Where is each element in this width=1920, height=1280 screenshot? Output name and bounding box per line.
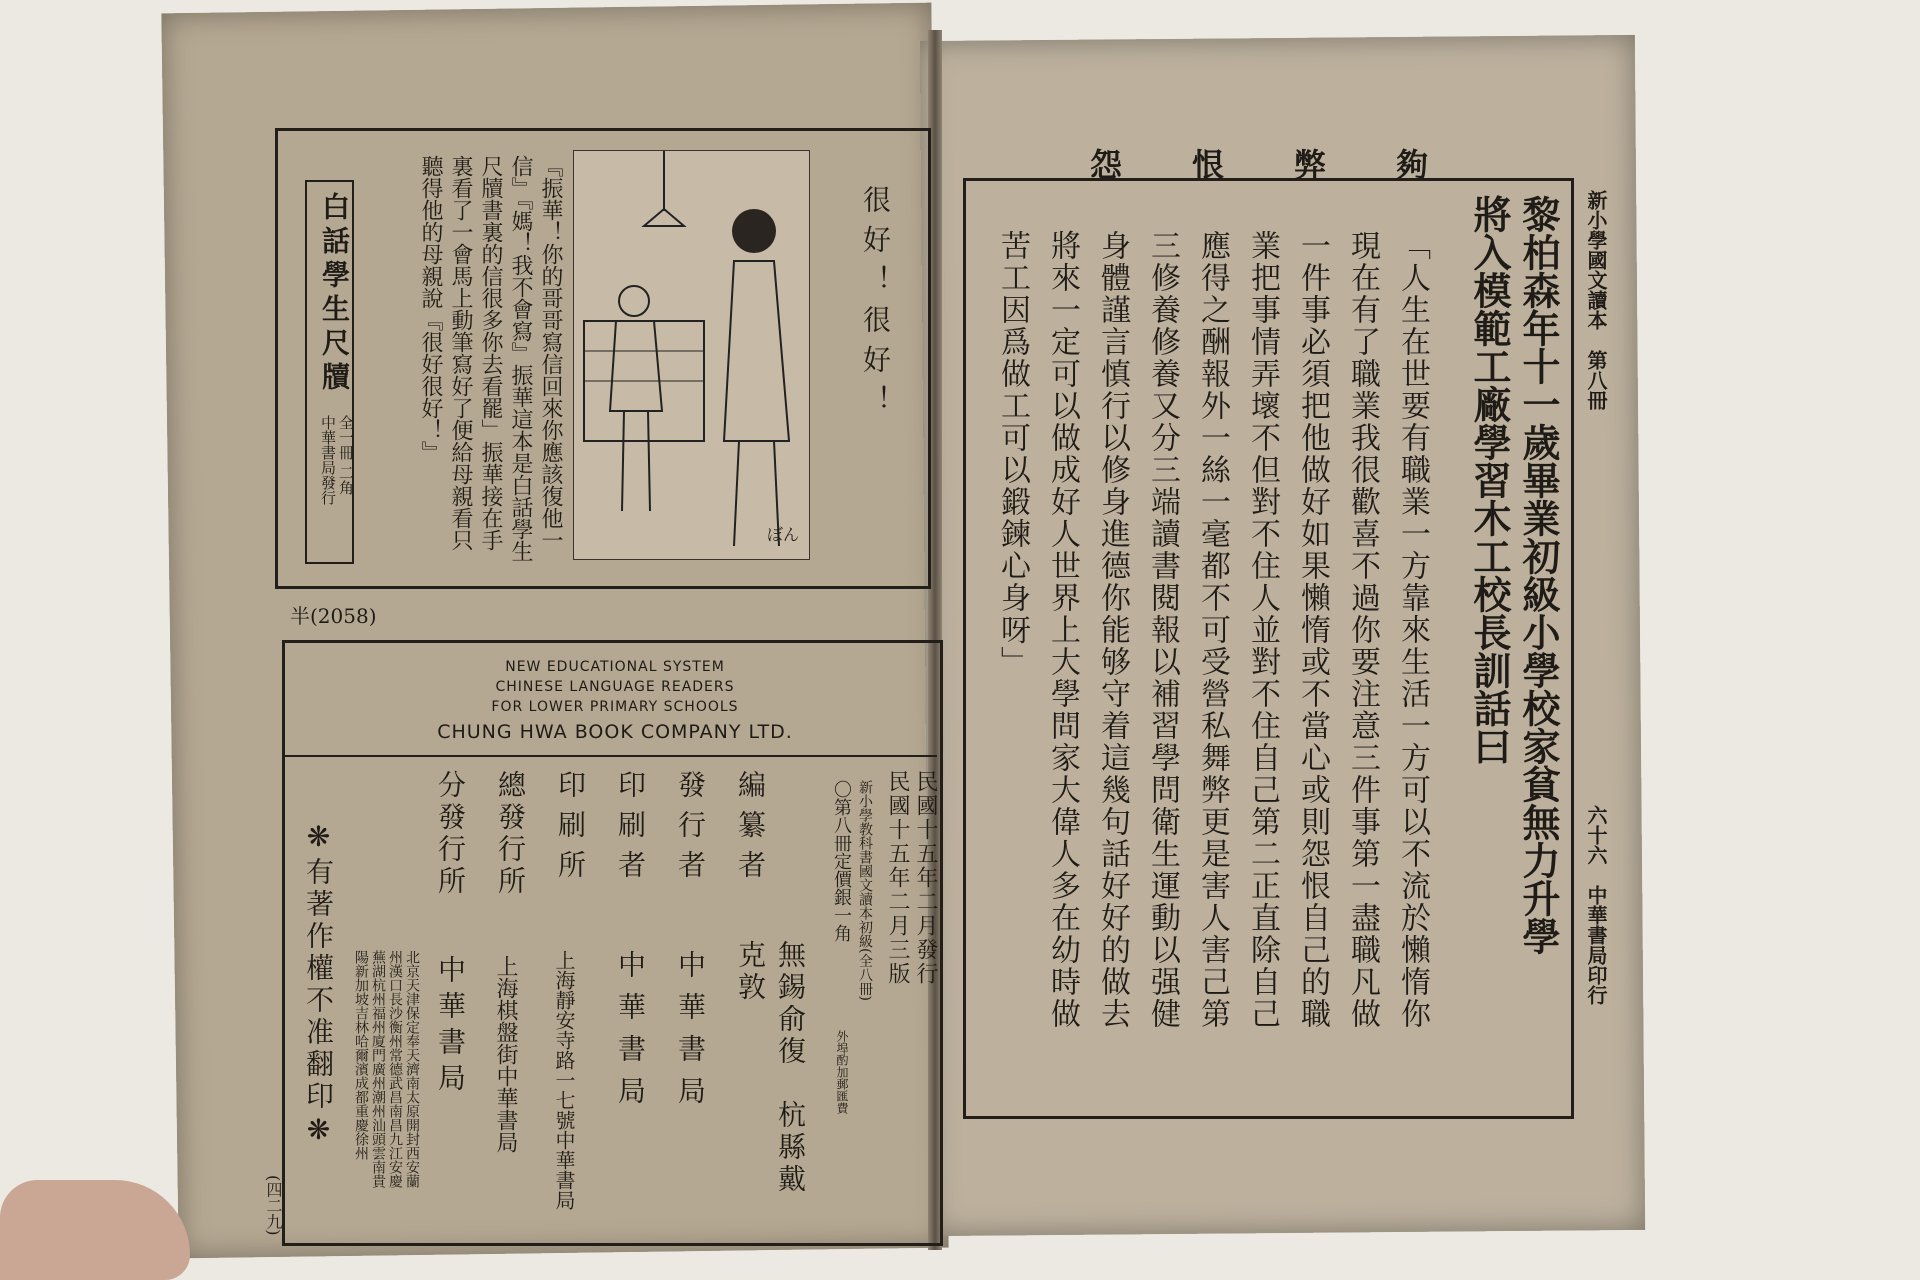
colophon-name-editor: 無錫俞復 杭縣戴克敦: [734, 940, 807, 1196]
branch-cities: 北京天津保定奉天濟南太原開封西安蘭州漢口長沙衡州常德武昌南昌九江安慶蕪湖杭州福州廈門廣州潮州汕頭雲南貴陽新加坡吉林哈爾濱成都重慶徐州: [353, 950, 420, 1188]
english-line-3: FOR LOWER PRIMARY SCHOOLS: [491, 699, 739, 715]
lesson-line-9: 苦工因爲做工可以鍛鍊心身呀」: [995, 230, 1030, 678]
copyright-notice: ❋有著作權不准翻印❋: [302, 820, 335, 1150]
code-number: 半(2058): [290, 604, 377, 628]
right-margin-footer: 六十六 中華書局印行: [1584, 805, 1608, 1005]
artist-signature: ぼん: [766, 525, 799, 544]
lesson-body: [980, 230, 1440, 1100]
colophon-role-branches: 分發行所: [434, 770, 467, 898]
lesson-line-1: 「人生在世要有職業一方靠來生活一方可以不流於懶惰你: [1395, 230, 1430, 1030]
english-line-4: CHUNG HWA BOOK COMPANY LTD.: [437, 721, 793, 743]
colophon-rows: [385, 770, 807, 1210]
ad-caption: 很好！很好！: [859, 185, 892, 425]
colophon-price: 〇第八冊定價銀一角: [831, 780, 852, 942]
lesson-line-6: 三修養修養又分三端讀書閱報以補習學問衛生運動以强健: [1145, 230, 1180, 1030]
colophon-name-branches: 中華書局: [434, 955, 467, 1099]
illustration: [573, 150, 810, 560]
lesson-line-7: 身體謹言慎行以修身進德你能够守着這幾句話好好的做去: [1095, 230, 1130, 1030]
ad-story: 『振華！你的哥哥寫信回來你應該復他一信』『媽！我不會寫』振華這本是白話學生尺牘書裏的信很多你去看罷」振華接在手裏看了一會馬上動筆寫好了便給母親看只聽得他的母親說『很好很好！』: [418, 155, 563, 562]
ad-title: 白話學生尺牘: [318, 192, 351, 396]
colophon-name-general: 上海棋盤街中華書局: [493, 955, 518, 1153]
colophon-role-printshop: 印刷所: [554, 770, 587, 890]
english-line-1: NEW EDUCATIONAL SYSTEM: [505, 659, 725, 675]
colophon-name-publisher: 中華書局: [674, 950, 707, 1118]
colophon-series: 新小學教科書國文讀本初級(全八冊): [857, 780, 873, 1001]
colophon-name-printshop: 上海靜安寺路一七號中華書局: [552, 950, 576, 1210]
lesson-heading: 怨恨弊夠: [1090, 146, 1499, 184]
colophon-price-note: 外埠酌加郵匯費: [835, 1030, 849, 1114]
lesson-line-3: 一件事必須把他做好如果懶惰或不當心或則怨恨自己的職: [1295, 230, 1330, 1030]
lesson-line-5: 應得之酬報外一絲一毫都不可受營私舞弊更是害人害己第: [1195, 230, 1230, 1030]
colophon-role-printer: 印刷者: [614, 770, 647, 890]
english-title: [380, 655, 850, 749]
colophon-role-editor: 編纂者: [734, 770, 767, 890]
colophon-role-general: 總發行所: [494, 770, 527, 898]
right-margin-title: 新小學國文讀本 第八冊: [1584, 190, 1608, 410]
english-line-2: CHINESE LANGUAGE READERS: [495, 679, 735, 695]
ad-note-publisher: 中華書局發行: [319, 415, 337, 505]
left-page-number: (四二九): [264, 1175, 283, 1236]
lesson-intro-line-1: 黎柏森年十一歲畢業初級小學校家貧無力升學: [1516, 195, 1561, 955]
lesson-line-8: 將來一定可以做成好人世界上大學問家大偉人多在幼時做: [1045, 230, 1080, 1030]
mother-child-drawing: [574, 151, 809, 559]
colophon-role-publisher: 發行者: [674, 770, 707, 890]
lesson-intro-line-2: 將入模範工廠學習木工校長訓話曰: [1467, 195, 1512, 765]
lesson-line-4: 業把事情弄壞不但對不住人並對不住自己第二正直除自己: [1245, 230, 1280, 1030]
colophon-date-2: 民國十五年二月三版: [885, 770, 910, 986]
ad-note-price: 全一冊 二角: [337, 415, 355, 495]
colophon-name-printer: 中華書局: [614, 950, 647, 1118]
lesson-line-2: 現在有了職業我很歡喜不過你要注意三件事第一盡職凡做: [1345, 230, 1380, 1030]
colophon-date-1: 民國十五年二月發行: [913, 770, 938, 986]
colophon-divider: [282, 755, 937, 757]
